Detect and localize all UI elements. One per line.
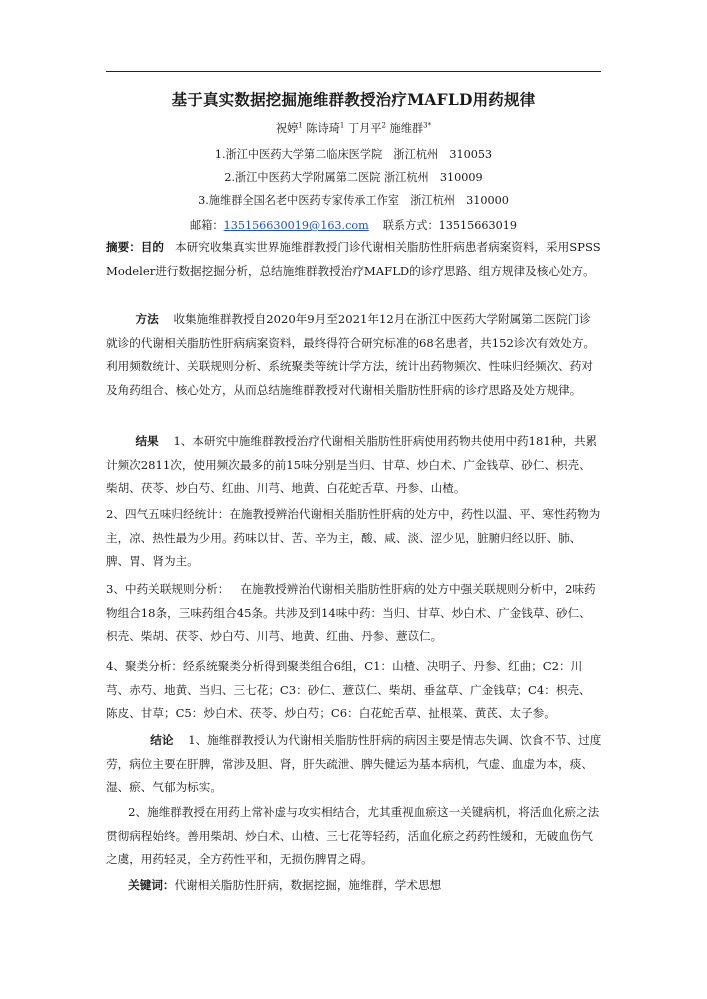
header-rule [106,71,601,72]
author-name: 祝婷 [275,122,299,135]
abstract-results-1 [106,430,602,501]
author-affiliation-mark: 3* [423,121,432,130]
conclusion-label: 结论 [150,733,174,747]
email-link[interactable]: 13515663001​9@163.com [223,219,369,232]
phone-label: 联系方式： [382,219,439,232]
email-label: 邮箱： [190,219,224,232]
author-name: 丁月平 [347,122,382,135]
results-3-lead: 3、中药关联规则分析： [106,582,230,596]
keywords-line [106,874,602,898]
keywords-label: 关键词： [128,878,175,892]
affiliation-2: 2.浙江中医药大学附属第二医院 浙江杭州 310009 [224,171,483,184]
results-text-3: 在施教授辨治代谢相关脂肪性肝病的处方中强关联规则分析中，2味药物组合18条，三味药组合45条。共涉及到14味中药：当归、甘草、炒白术、广金钱草、砂仁、枳壳、柴胡、茯苓、炒白芍、川芎、地黄、红曲、丹参、薏苡仁。 [106,582,596,643]
conclusion-text-2: 2、施维群教授在用药上常补虚与攻实相结合，尤其重视血瘀这一关键病机，将活血化瘀之法贯彻病程始终。善用柴胡、炒白术、山楂、三七花等轻药，活血化瘀之药药性缓和，无破血伤气之虞，用药轻灵，全方药性平和，无损伤脾胃之碍。 [106,805,600,866]
paper-title: 基于真实数据挖掘施维群教授治疗MAFLD用药规律 [171,90,536,109]
abstract-objective [106,236,602,283]
affiliation-1: 1.浙江中医药大学第二临床医学院 浙江杭州 310053 [214,148,493,161]
abstract-label: 摘要：目的 [106,240,164,254]
abstract-results-4: 4、聚类分析：经系统聚类分析得到聚类组合6组，C1：山楂、决明子、丹参、红曲；C2：川芎、赤芍、地黄、当归、三七花；C3：砂仁、薏苡仁、柴胡、垂盆草、广金钱草；C4：枳壳、陈皮、甘草；C5：炒白术、茯苓、炒白芍；C6：白花蛇舌草、扯根菜、黄芪、太子参。 [106,659,591,720]
affiliation-3: 3.施维群全国名老中医药专家传承工作室 浙江杭州 310000 [198,194,509,207]
author-affiliation-mark: 1 [339,121,345,130]
author-name: 陈诗琦 [306,122,340,135]
abstract-methods [106,308,602,402]
keywords-text: 代谢相关脂肪性肝病，数据挖掘，施维群，学术思想 [174,878,442,892]
abstract-conclusion-2 [106,801,602,872]
results-label: 结果 [135,434,159,448]
methods-text: 收集施维群教授自2020年9月至2021年12月在浙江中医药大学附属第二医院门诊就诊的代谢相关脂肪性肝病病案资料，最终得符合研究标准的68名患者，共152诊次有效处方。利用频数统计、关联规则分析、系统聚类等统计学方法，统计出药物频次、性味归经频次、药对及角药组合、核心处方，从而总结施维群教授对代谢相关脂肪性肝病的诊疗思路及处方规律。 [106,312,596,397]
conclusion-text-1: 1、施维群教授认为代谢相关脂肪性肝病的病因主要是情志失调、饮食不节、过度劳，病位主要在肝脾，常涉及胆、肾，肝失疏泄、脾失健运为基本病机，气虚、血虚为本，痰、湿、瘀、气郁为标实。 [106,733,602,794]
author-affiliation-mark: 2 [381,121,386,130]
methods-label: 方法 [135,312,159,326]
objective-text: 本研究收集真实世界施维群教授门诊代谢相关脂肪性肝病患者病案资料，采用SPSS Modeler进行数据挖掘分析，总结施维群教授治疗MAFLD的诊疗思路、组方规律及核心处方。 [106,240,601,278]
results-text-1: 1、本研究中施维群教授治疗代谢相关脂肪性肝病使用药物共使用中药181种，共累计频次2811次，使用频次最多的前15味分别是当归、甘草、炒白术、广金钱草、砂仁、枳壳、柴胡、茯苓、炒白芍、红曲、川芎、地黄、白花蛇舌草、丹参、山楂。 [106,434,598,495]
phone-number: 13515663019 [438,219,517,232]
abstract-results-2: 2、四气五味归经统计：在施教授辨治代谢相关脂肪性肝病的处方中，药性以温、平、寒性药物为主，凉、热性最为少用。药味以甘、苦、辛为主，酸、咸、淡、涩少见，脏腑归经以肝、肺、脾、胃、肾为主。 [106,507,601,568]
author-affiliation-mark: 1 [298,121,303,130]
author-name: 施维群 [389,122,424,135]
abstract-results-3 [106,578,602,649]
author-list [0,120,707,136]
contact-line [0,217,707,233]
abstract-conclusion-1 [106,729,602,800]
